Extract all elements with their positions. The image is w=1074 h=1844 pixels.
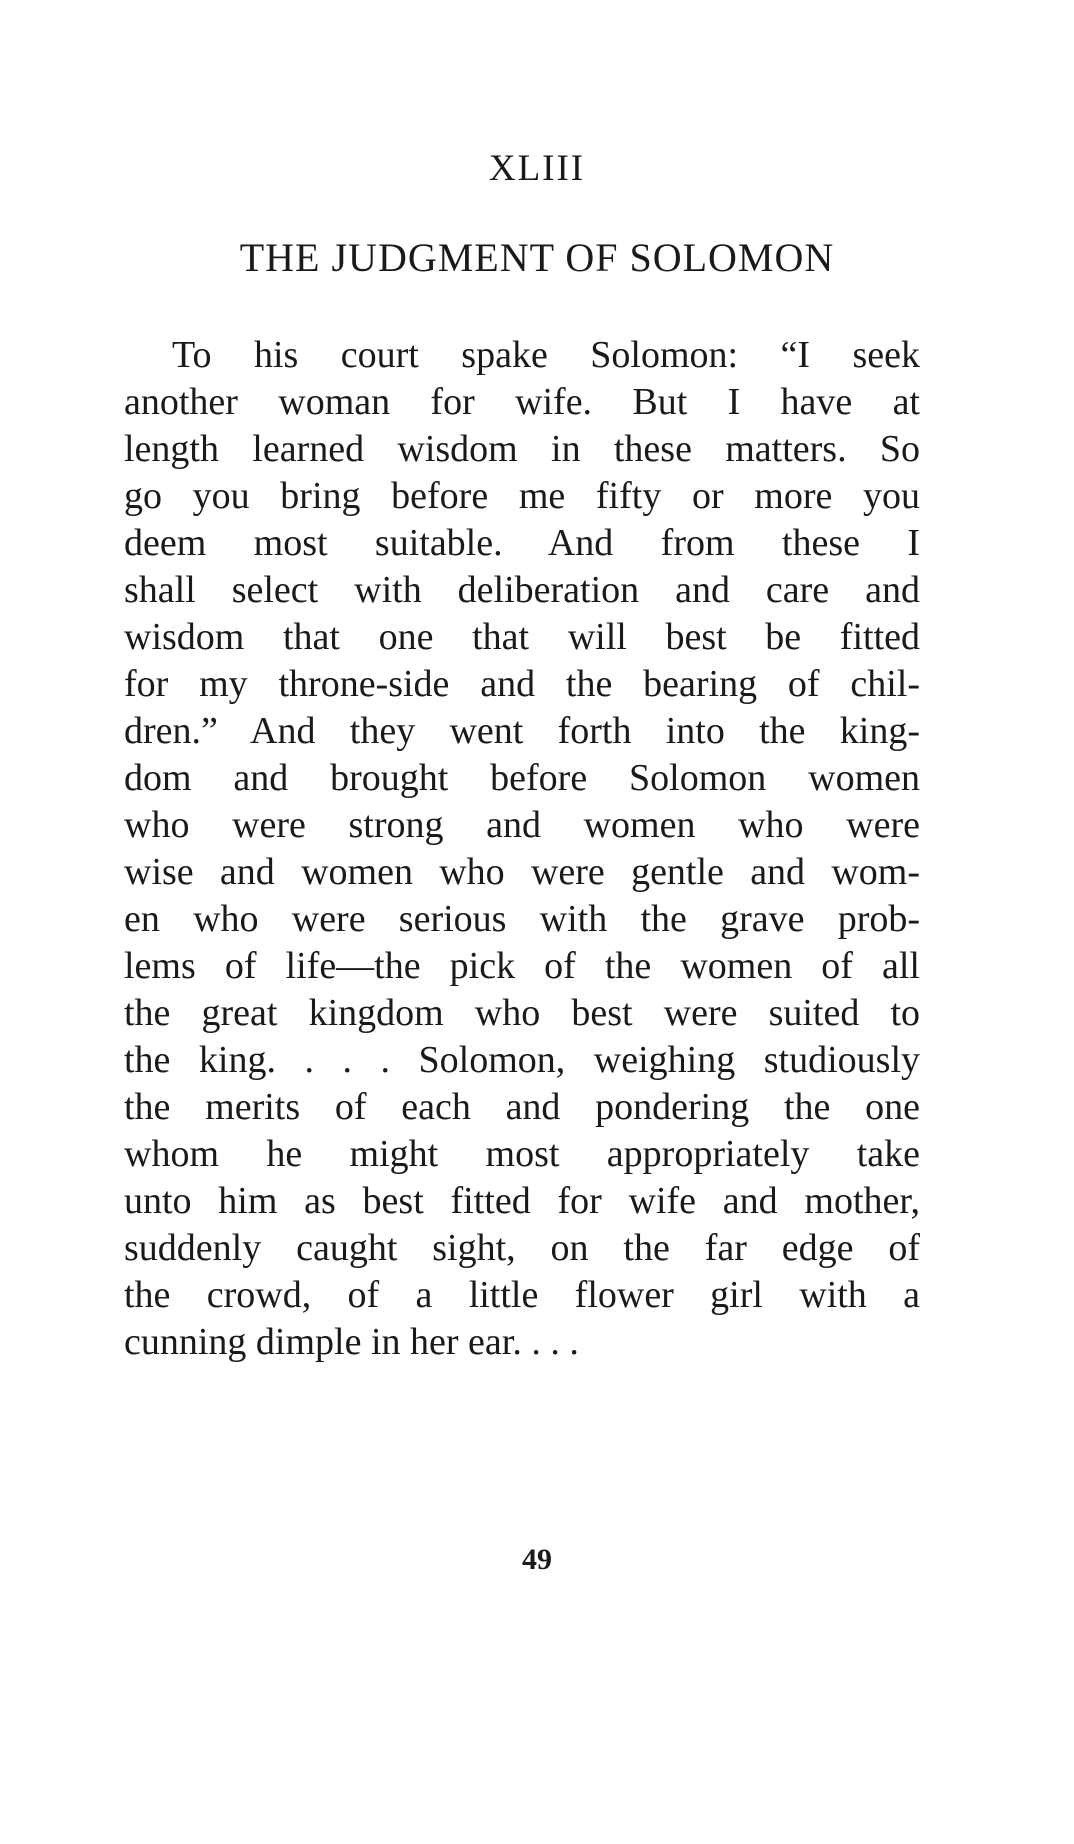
text-line: shall select with deliberation and care and [124, 569, 920, 611]
text-line: who were strong and women who were [124, 804, 920, 846]
text-line: go you bring before me fifty or more you [124, 475, 920, 517]
text-line: for my throne-side and the bearing of chil- [124, 663, 920, 705]
text-line: another woman for wife. But I have at [124, 381, 920, 423]
chapter-title: THE JUDGMENT OF SOLOMON [239, 235, 835, 280]
chapter-number: XLIII [488, 148, 586, 189]
body-paragraph [124, 332, 920, 1366]
text-line: wisdom that one that will best be fitted [124, 616, 920, 658]
text-line: dren.” And they went forth into the king- [124, 710, 920, 752]
text-line: the merits of each and pondering the one [124, 1086, 920, 1128]
text-line: the crowd, of a little flower girl with a [124, 1274, 920, 1316]
text-line: suddenly caught sight, on the far edge of [124, 1227, 920, 1269]
text-line: the great kingdom who best were suited to [124, 992, 920, 1034]
text-line: dom and brought before Solomon women [124, 757, 920, 799]
text-line: en who were serious with the grave prob- [124, 898, 920, 940]
text-line: wise and women who were gentle and wom- [124, 851, 920, 893]
text-line: whom he might most appropriately take [124, 1133, 920, 1175]
text-line: length learned wisdom in these matters. So [124, 428, 920, 470]
page-number: 49 [522, 1543, 552, 1576]
text-line: the king. . . . Solomon, weighing studiously [124, 1039, 920, 1081]
text-line: lems of life—the pick of the women of all [124, 945, 920, 987]
text-line: cunning dimple in her ear. . . . [124, 1321, 579, 1363]
text-line: To his court spake Solomon: “I seek [172, 334, 920, 376]
text-line: unto him as best fitted for wife and mother, [124, 1180, 920, 1222]
text-line: deem most suitable. And from these I [124, 522, 920, 564]
